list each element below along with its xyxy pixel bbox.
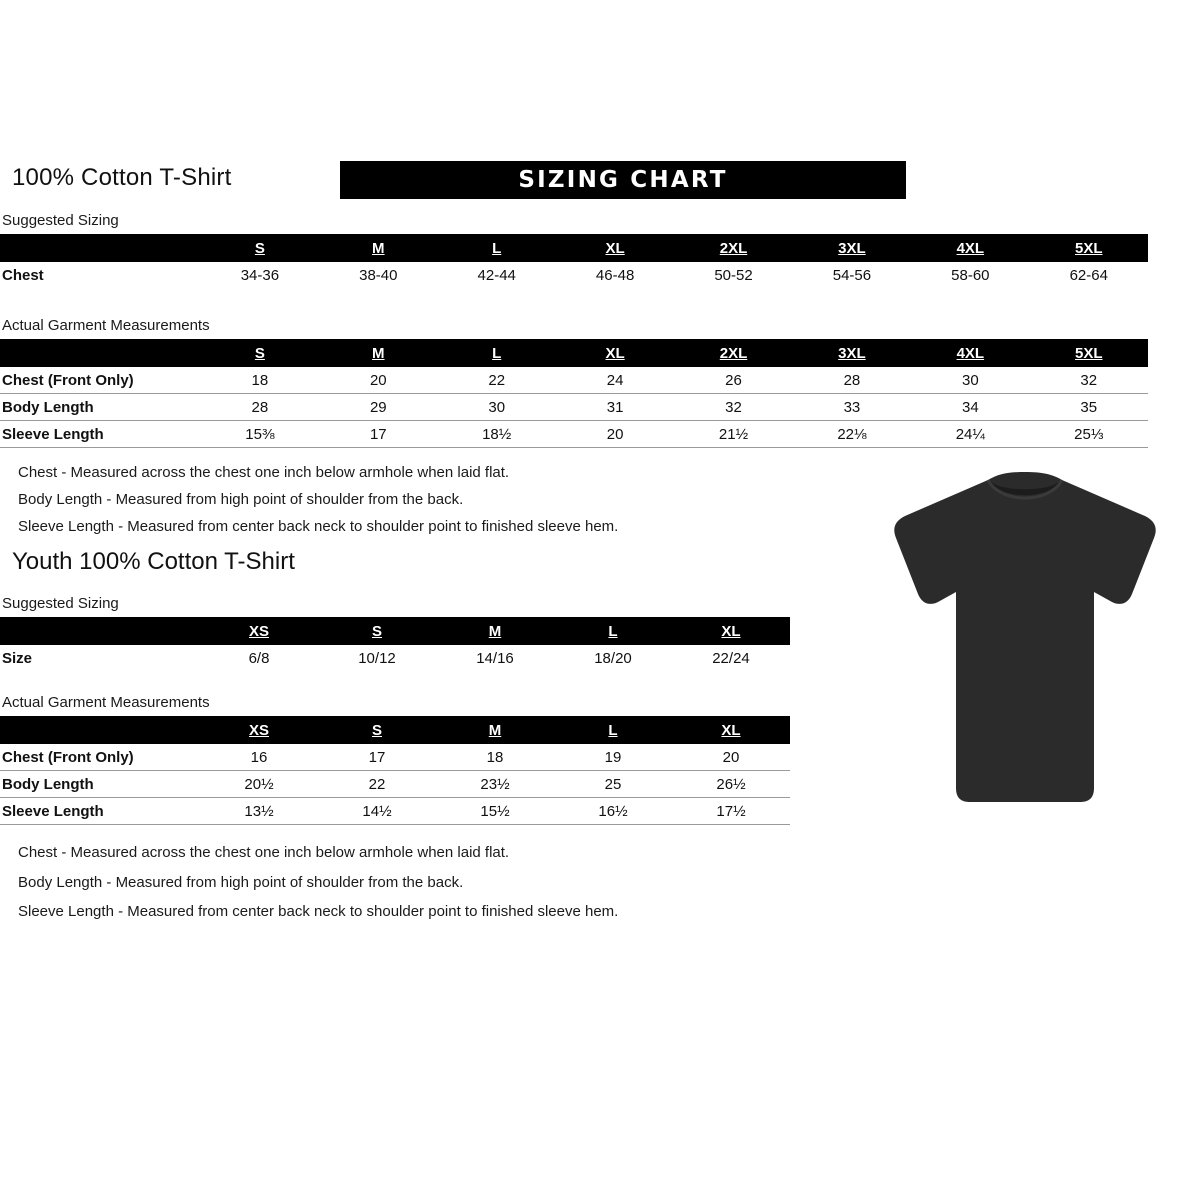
adult-suggested-table: [0, 234, 1148, 288]
header-cell-label: XL: [721, 721, 741, 739]
row-label: Chest: [0, 262, 201, 288]
sizing-chart-banner-label: SIZING CHART: [518, 167, 728, 193]
cell: 62-64: [1030, 262, 1148, 288]
cell: 20: [319, 367, 437, 394]
header-cell-label: 3XL: [838, 239, 866, 257]
table-row: [0, 744, 790, 771]
header-cell: [318, 617, 436, 645]
header-cell: [200, 617, 318, 645]
header-cell: [1030, 339, 1148, 367]
cell: 14/16: [436, 645, 554, 671]
adult-actual-table: [0, 339, 1148, 448]
adult-note-body-length: Body Length - Measured from high point of shoulder from the back.: [18, 491, 464, 508]
cell: 30: [438, 394, 556, 421]
adult-note-chest: Chest - Measured across the chest one inch below armhole when laid flat.: [18, 464, 510, 481]
youth-note-body-length: Body Length - Measured from high point of shoulder from the back.: [18, 874, 464, 891]
header-cell-label: 2XL: [719, 239, 748, 257]
cell: 19: [554, 744, 672, 771]
cell: 28: [793, 367, 911, 394]
row-label: Chest (Front Only): [0, 367, 201, 394]
cell: 20: [672, 744, 790, 771]
cell: 10/12: [318, 645, 436, 671]
cell: 22: [438, 367, 556, 394]
header-cell: [556, 339, 674, 367]
header-cell-label: L: [492, 344, 502, 362]
header-cell-label: 4XL: [956, 239, 985, 257]
cell: 50-52: [674, 262, 792, 288]
header-cell-label: S: [371, 721, 382, 739]
header-cell-label: S: [254, 239, 265, 257]
youth-suggested-table: [0, 617, 790, 671]
header-cell: [201, 339, 319, 367]
header-cell-label: S: [254, 344, 265, 362]
adult-actual-caption: Actual Garment Measurements: [2, 317, 210, 334]
cell: 15½: [436, 798, 554, 825]
table-row: [0, 771, 790, 798]
header-cell: [911, 234, 1029, 262]
header-cell-label: 5XL: [1075, 239, 1103, 257]
header-cell: [0, 617, 200, 645]
header-cell: [793, 339, 911, 367]
cell: 6/8: [200, 645, 318, 671]
table-header-row: [0, 617, 790, 645]
adult-suggested-caption: Suggested Sizing: [2, 212, 119, 229]
youth-suggested-caption: Suggested Sizing: [2, 595, 119, 612]
row-label: Size: [0, 645, 200, 671]
header-cell: [672, 617, 790, 645]
header-cell-label: M: [372, 344, 385, 362]
cell: 21½: [674, 421, 792, 448]
cell: 26: [674, 367, 792, 394]
sizing-chart-banner: [340, 161, 906, 199]
row-label: Chest (Front Only): [0, 744, 200, 771]
cell: 24¼: [911, 421, 1029, 448]
youth-note-sleeve-length: Sleeve Length - Measured from center back neck to shoulder point to finished sleeve hem.: [18, 903, 619, 920]
header-cell-label: M: [488, 622, 502, 640]
cell: 23½: [436, 771, 554, 798]
header-cell-label: L: [608, 721, 618, 739]
header-cell: [911, 339, 1029, 367]
table-row: [0, 262, 1148, 288]
header-cell-label: XL: [605, 239, 625, 257]
youth-actual-table: [0, 716, 790, 825]
cell: 35: [1030, 394, 1148, 421]
youth-actual-caption: Actual Garment Measurements: [2, 694, 210, 711]
cell: 20: [556, 421, 674, 448]
cell: 17: [318, 744, 436, 771]
cell: 58-60: [911, 262, 1029, 288]
cell: 28: [201, 394, 319, 421]
cell: 16½: [554, 798, 672, 825]
header-cell: [674, 234, 792, 262]
cell: 32: [1030, 367, 1148, 394]
cell: 42-44: [438, 262, 556, 288]
table-row: [0, 394, 1148, 421]
header-cell: [793, 234, 911, 262]
header-cell-label: 5XL: [1075, 344, 1103, 362]
cell: 25⅓: [1030, 421, 1148, 448]
cell: 22⅛: [793, 421, 911, 448]
table-header-row: [0, 339, 1148, 367]
header-cell-label: XL: [605, 344, 625, 362]
cell: 20½: [200, 771, 318, 798]
row-label: Sleeve Length: [0, 421, 201, 448]
adult-note-sleeve-length: Sleeve Length - Measured from center back neck to shoulder point to finished sleeve hem.: [18, 518, 619, 535]
row-label: Sleeve Length: [0, 798, 200, 825]
header-cell-label: 3XL: [838, 344, 866, 362]
header-cell-label: 2XL: [719, 344, 748, 362]
header-cell: [436, 617, 554, 645]
table-header-row: [0, 716, 790, 744]
cell: 24: [556, 367, 674, 394]
adult-section-title: 100% Cotton T-Shirt: [12, 164, 232, 191]
cell: 31: [556, 394, 674, 421]
youth-note-chest: Chest - Measured across the chest one inch below armhole when laid flat.: [18, 844, 510, 861]
row-label: Body Length: [0, 771, 200, 798]
header-cell: [1030, 234, 1148, 262]
cell: 18: [436, 744, 554, 771]
table-row: [0, 798, 790, 825]
cell: 32: [674, 394, 792, 421]
cell: 33: [793, 394, 911, 421]
cell: 18: [201, 367, 319, 394]
cell: 16: [200, 744, 318, 771]
header-cell-label: S: [371, 622, 382, 640]
cell: 18½: [438, 421, 556, 448]
header-cell: [0, 339, 201, 367]
header-cell: [318, 716, 436, 744]
header-cell: [319, 339, 437, 367]
header-cell-label: M: [488, 721, 502, 739]
cell: 25: [554, 771, 672, 798]
header-cell: [200, 716, 318, 744]
header-cell-label: M: [372, 239, 385, 257]
cell: 18/20: [554, 645, 672, 671]
cell: 17½: [672, 798, 790, 825]
header-cell: [674, 339, 792, 367]
header-cell: [554, 716, 672, 744]
header-cell: [319, 234, 437, 262]
header-cell: [438, 234, 556, 262]
youth-section-title: Youth 100% Cotton T-Shirt: [12, 548, 295, 575]
cell: 22: [318, 771, 436, 798]
t-shirt-illustration: [880, 470, 1170, 810]
header-cell: [436, 716, 554, 744]
cell: 14½: [318, 798, 436, 825]
header-cell-label: XS: [248, 721, 269, 739]
cell: 26½: [672, 771, 790, 798]
cell: 15⅜: [201, 421, 319, 448]
cell: 13½: [200, 798, 318, 825]
header-cell-label: L: [492, 239, 502, 257]
header-cell: [554, 617, 672, 645]
header-cell-label: XL: [721, 622, 741, 640]
table-header-row: [0, 234, 1148, 262]
cell: 34-36: [201, 262, 319, 288]
header-cell-label: L: [608, 622, 618, 640]
header-cell: [556, 234, 674, 262]
cell: 46-48: [556, 262, 674, 288]
header-cell: [0, 234, 201, 262]
cell: 38-40: [319, 262, 437, 288]
cell: 34: [911, 394, 1029, 421]
cell: 54-56: [793, 262, 911, 288]
table-row: [0, 645, 790, 671]
header-cell: [672, 716, 790, 744]
header-cell-label: 4XL: [956, 344, 985, 362]
cell: 29: [319, 394, 437, 421]
header-cell-label: XS: [248, 622, 269, 640]
cell: 22/24: [672, 645, 790, 671]
header-cell: [201, 234, 319, 262]
table-row: [0, 367, 1148, 394]
cell: 17: [319, 421, 437, 448]
table-row: [0, 421, 1148, 448]
header-cell: [438, 339, 556, 367]
header-cell: [0, 716, 200, 744]
cell: 30: [911, 367, 1029, 394]
row-label: Body Length: [0, 394, 201, 421]
